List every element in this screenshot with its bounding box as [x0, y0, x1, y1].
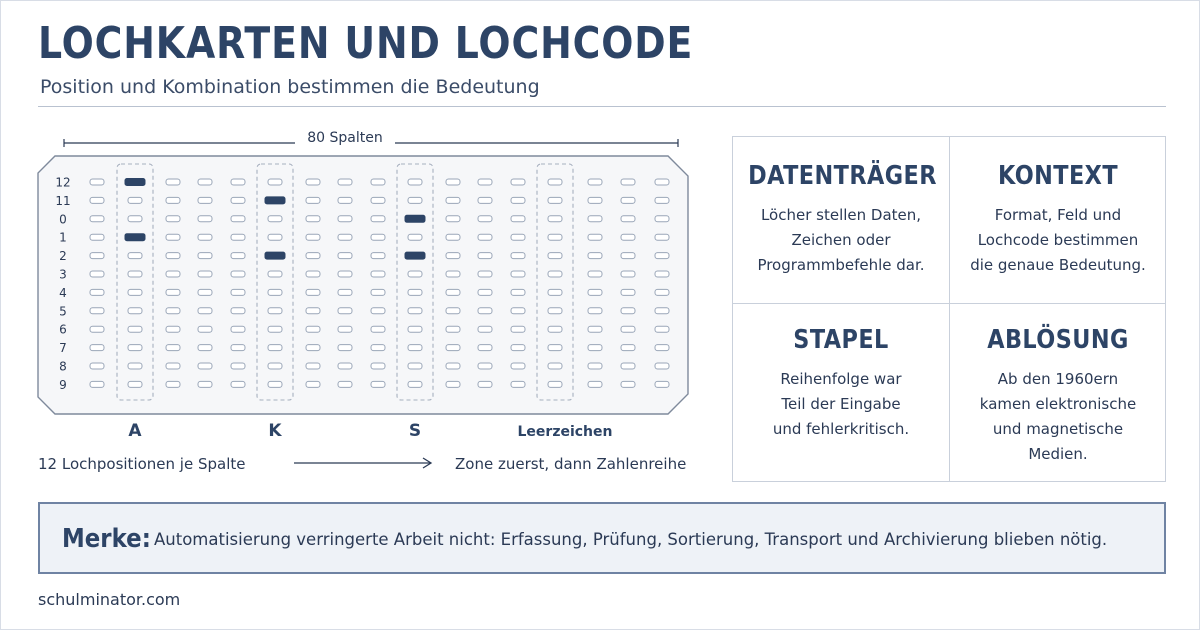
fact-kontext: [950, 161, 1166, 278]
hole-position: [338, 345, 352, 351]
merke-box: [38, 502, 1166, 574]
hole-position: [231, 381, 245, 387]
hole-position: [90, 345, 104, 351]
hole-position: [371, 289, 385, 295]
hole-position: [511, 289, 525, 295]
hole-position: [446, 216, 460, 222]
fact-title: ABLÖSUNG: [987, 325, 1129, 355]
hole-position: [478, 253, 492, 259]
row-label: 3: [59, 267, 67, 282]
merke-label: Merke:: [62, 524, 151, 554]
hole-position: [371, 326, 385, 332]
fact-title: DATENTRÄGER: [748, 161, 937, 191]
hole-position: [338, 363, 352, 369]
hole-position: [548, 308, 562, 314]
hole-position: [306, 363, 320, 369]
hole-position: [478, 308, 492, 314]
hole-position: [231, 179, 245, 185]
hole-position: [90, 271, 104, 277]
hole-position: [408, 381, 422, 387]
hole-position: [90, 216, 104, 222]
hole-position: [338, 216, 352, 222]
hole-position: [338, 381, 352, 387]
hole-position: [511, 345, 525, 351]
hole-position: [408, 234, 422, 240]
hole-position: [128, 253, 142, 259]
hole-position: [621, 289, 635, 295]
hole-position: [408, 308, 422, 314]
hole-position: [371, 197, 385, 203]
example-label: Leerzeichen: [517, 424, 613, 440]
hole-position: [128, 363, 142, 369]
hole-position: [338, 253, 352, 259]
hole-position: [128, 289, 142, 295]
fact-datentraeger: [733, 161, 949, 278]
hole-position: [371, 253, 385, 259]
hole-position: [198, 216, 212, 222]
punched-hole: [125, 234, 145, 241]
fact-stapel: [733, 325, 949, 442]
hole-position: [268, 326, 282, 332]
hole-position: [268, 345, 282, 351]
hole-position: [371, 216, 385, 222]
row-label: 12: [55, 175, 71, 190]
hole-position: [306, 381, 320, 387]
row-label: 8: [59, 359, 67, 374]
hole-position: [588, 345, 602, 351]
hole-position: [198, 326, 212, 332]
hole-position: [621, 308, 635, 314]
hole-position: [268, 289, 282, 295]
hole-position: [338, 308, 352, 314]
hole-position: [548, 216, 562, 222]
hole-position: [621, 271, 635, 277]
hole-position: [338, 234, 352, 240]
hole-position: [588, 271, 602, 277]
hole-position: [371, 179, 385, 185]
hole-position: [548, 197, 562, 203]
hole-position: [511, 271, 525, 277]
hole-position: [338, 179, 352, 185]
hole-position: [371, 363, 385, 369]
hole-position: [408, 289, 422, 295]
hole-position: [621, 381, 635, 387]
hole-position: [371, 234, 385, 240]
punched-hole: [125, 179, 145, 186]
hole-position: [478, 345, 492, 351]
hole-position: [655, 234, 669, 240]
hole-position: [548, 179, 562, 185]
hole-position: [90, 253, 104, 259]
hole-position: [511, 216, 525, 222]
hole-position: [198, 179, 212, 185]
hole-position: [408, 345, 422, 351]
hole-position: [306, 345, 320, 351]
hole-position: [166, 363, 180, 369]
fact-title: KONTEXT: [997, 161, 1119, 191]
hole-position: [166, 253, 180, 259]
hole-position: [166, 381, 180, 387]
hole-position: [408, 179, 422, 185]
hole-position: [128, 381, 142, 387]
hole-position: [166, 326, 180, 332]
hole-position: [166, 234, 180, 240]
hole-position: [338, 289, 352, 295]
punched-hole: [265, 197, 285, 204]
footer-site: schulminator.com: [38, 590, 181, 609]
grid-divider-horizontal: [733, 303, 1165, 304]
hole-position: [306, 179, 320, 185]
hole-position: [478, 197, 492, 203]
hole-position: [268, 234, 282, 240]
hole-position: [548, 326, 562, 332]
hole-position: [128, 326, 142, 332]
hole-position: [655, 363, 669, 369]
hole-position: [511, 363, 525, 369]
hole-position: [268, 381, 282, 387]
hole-position: [90, 308, 104, 314]
hole-position: [621, 253, 635, 259]
hole-position: [231, 271, 245, 277]
hole-position: [198, 381, 212, 387]
hole-position: [548, 381, 562, 387]
hole-position: [371, 345, 385, 351]
hole-position: [446, 308, 460, 314]
hole-position: [655, 216, 669, 222]
hole-position: [166, 308, 180, 314]
hole-position: [268, 271, 282, 277]
hole-position: [446, 197, 460, 203]
fact-text: Reihenfolge war Teil der Eingabe und fehlerkritisch.: [772, 370, 910, 438]
hole-position: [338, 197, 352, 203]
hole-position: [548, 363, 562, 369]
hole-position: [198, 289, 212, 295]
hole-position: [306, 308, 320, 314]
hole-position: [198, 234, 212, 240]
hole-position: [166, 345, 180, 351]
hole-position: [478, 363, 492, 369]
hole-position: [655, 271, 669, 277]
hole-position: [306, 271, 320, 277]
row-label: 2: [59, 249, 67, 264]
page-title: LOCHKARTEN UND LOCHCODE: [38, 18, 694, 69]
hole-position: [231, 253, 245, 259]
hole-position: [268, 216, 282, 222]
hole-position: [548, 253, 562, 259]
hole-position: [90, 326, 104, 332]
reading-order-caption: Zone zuerst, dann Zahlenreihe: [455, 455, 687, 473]
hole-position: [306, 326, 320, 332]
hole-position: [588, 216, 602, 222]
hole-position: [511, 197, 525, 203]
hole-position: [446, 253, 460, 259]
hole-position: [511, 308, 525, 314]
card-outline: [38, 156, 688, 414]
hole-position: [231, 289, 245, 295]
hole-position: [548, 234, 562, 240]
hole-position: [231, 345, 245, 351]
hole-position: [588, 308, 602, 314]
hole-position: [408, 363, 422, 369]
row-label: 6: [59, 322, 67, 337]
hole-position: [446, 326, 460, 332]
hole-position: [90, 363, 104, 369]
hole-position: [231, 216, 245, 222]
facts-grid: [732, 136, 1166, 482]
fact-text: Format, Feld und Lochcode bestimmen die genaue Bedeutung.: [970, 206, 1146, 274]
example-label: K: [268, 421, 282, 441]
row-label: 7: [59, 341, 67, 356]
hole-position: [128, 308, 142, 314]
hole-position: [198, 197, 212, 203]
hole-position: [231, 308, 245, 314]
hole-position: [198, 363, 212, 369]
hole-position: [306, 234, 320, 240]
row-label: 11: [55, 193, 71, 208]
punched-hole: [405, 215, 425, 222]
hole-position: [446, 289, 460, 295]
hole-position: [548, 289, 562, 295]
positions-caption: 12 Lochpositionen je Spalte: [38, 455, 246, 473]
hole-position: [446, 271, 460, 277]
hole-position: [621, 197, 635, 203]
hole-position: [478, 271, 492, 277]
hole-position: [655, 179, 669, 185]
hole-position: [511, 179, 525, 185]
hole-position: [548, 345, 562, 351]
hole-position: [511, 234, 525, 240]
hole-position: [446, 234, 460, 240]
reading-order-arrow: [292, 453, 442, 473]
hole-position: [231, 197, 245, 203]
header-divider: [38, 106, 1166, 107]
hole-position: [408, 271, 422, 277]
hole-position: [446, 345, 460, 351]
fact-text: Ab den 1960ern kamen elektronische und magnetische Medien.: [979, 370, 1137, 463]
hole-position: [621, 363, 635, 369]
hole-position: [128, 271, 142, 277]
fact-abloesung: [950, 325, 1166, 467]
hole-position: [588, 179, 602, 185]
hole-position: [166, 271, 180, 277]
hole-position: [478, 289, 492, 295]
hole-position: [166, 179, 180, 185]
hole-position: [198, 271, 212, 277]
hole-position: [621, 234, 635, 240]
fact-title: STAPEL: [793, 325, 889, 355]
hole-position: [128, 216, 142, 222]
hole-position: [655, 308, 669, 314]
hole-position: [198, 308, 212, 314]
punched-hole: [265, 252, 285, 259]
hole-position: [511, 326, 525, 332]
hole-position: [231, 326, 245, 332]
hole-position: [306, 216, 320, 222]
hole-position: [166, 216, 180, 222]
hole-position: [166, 289, 180, 295]
hole-position: [588, 289, 602, 295]
hole-position: [371, 381, 385, 387]
hole-position: [588, 253, 602, 259]
hole-position: [306, 253, 320, 259]
row-label: 1: [59, 230, 67, 245]
hole-position: [90, 381, 104, 387]
hole-position: [621, 179, 635, 185]
merke-text: Automatisierung verringerte Arbeit nicht: Erfassung, Prüfung, Sortierung, Transport und Archivierung blieben nötig.: [154, 530, 1108, 549]
hole-position: [478, 326, 492, 332]
hole-position: [478, 216, 492, 222]
hole-position: [90, 197, 104, 203]
hole-position: [588, 234, 602, 240]
row-label: 9: [59, 377, 67, 392]
hole-position: [128, 345, 142, 351]
columns-label: 80 Spalten: [300, 130, 390, 146]
example-label: S: [408, 421, 422, 441]
hole-position: [408, 197, 422, 203]
hole-position: [268, 308, 282, 314]
hole-position: [128, 197, 142, 203]
hole-position: [548, 271, 562, 277]
hole-position: [655, 381, 669, 387]
hole-position: [90, 289, 104, 295]
hole-position: [655, 326, 669, 332]
hole-position: [655, 345, 669, 351]
hole-position: [511, 381, 525, 387]
hole-position: [371, 271, 385, 277]
hole-position: [268, 363, 282, 369]
hole-position: [231, 234, 245, 240]
hole-position: [511, 253, 525, 259]
row-label: 5: [59, 304, 67, 319]
hole-position: [621, 345, 635, 351]
hole-position: [198, 345, 212, 351]
hole-position: [655, 289, 669, 295]
hole-position: [588, 197, 602, 203]
hole-position: [446, 363, 460, 369]
row-label: 4: [59, 285, 67, 300]
hole-position: [338, 271, 352, 277]
hole-position: [446, 381, 460, 387]
hole-position: [90, 234, 104, 240]
hole-position: [231, 363, 245, 369]
hole-position: [446, 179, 460, 185]
hole-position: [268, 179, 282, 185]
fact-text: Löcher stellen Daten, Zeichen oder Programmbefehle dar.: [757, 206, 925, 274]
hole-position: [655, 197, 669, 203]
hole-position: [408, 326, 422, 332]
hole-position: [588, 326, 602, 332]
hole-position: [621, 216, 635, 222]
hole-position: [655, 253, 669, 259]
row-label: 0: [59, 212, 67, 227]
hole-position: [478, 234, 492, 240]
hole-position: [371, 308, 385, 314]
hole-position: [306, 197, 320, 203]
hole-position: [338, 326, 352, 332]
hole-position: [306, 289, 320, 295]
hole-position: [621, 326, 635, 332]
hole-position: [90, 179, 104, 185]
hole-position: [478, 381, 492, 387]
hole-position: [198, 253, 212, 259]
hole-position: [478, 179, 492, 185]
punched-hole: [405, 252, 425, 259]
page-subtitle: Position und Kombination bestimmen die Bedeutung: [40, 76, 540, 98]
hole-position: [166, 197, 180, 203]
example-label: A: [128, 421, 142, 441]
hole-position: [588, 363, 602, 369]
hole-position: [588, 381, 602, 387]
punch-card-diagram: [0, 120, 700, 560]
